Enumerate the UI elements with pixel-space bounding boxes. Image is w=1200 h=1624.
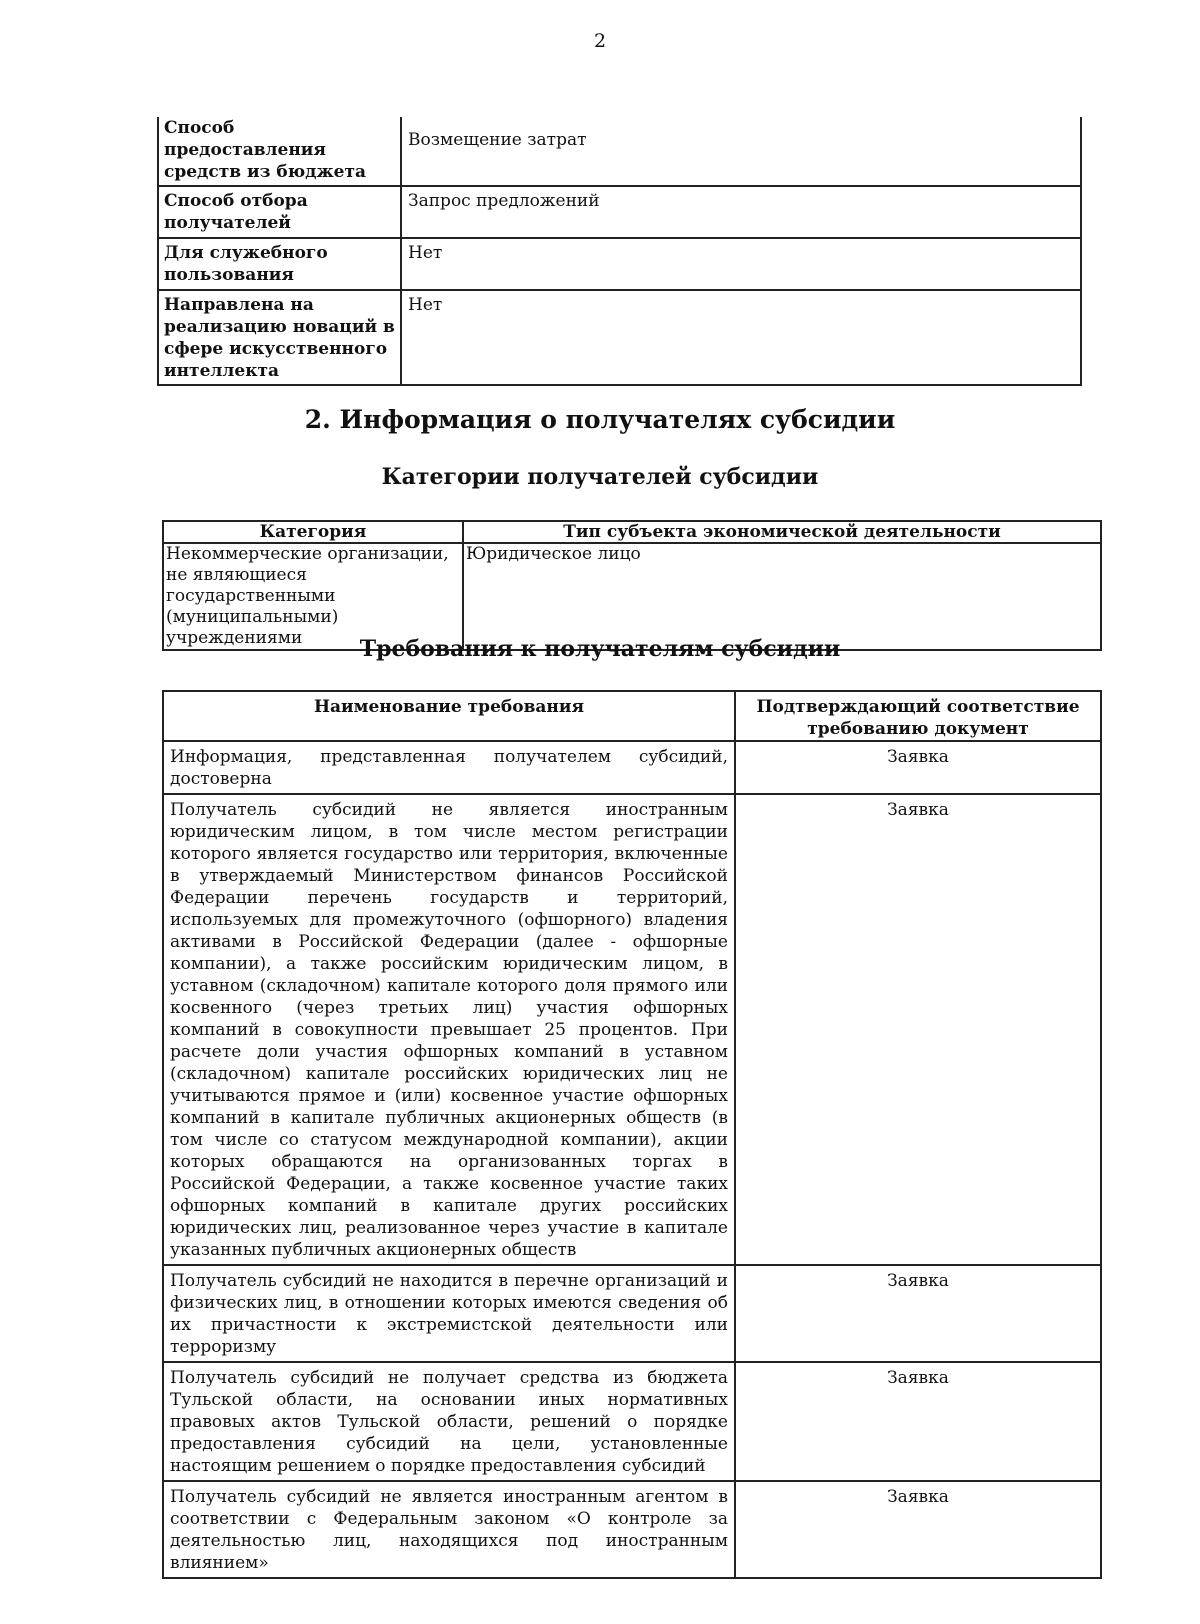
page-number: 2 [593, 30, 607, 52]
requirement-text: Получатель субсидий не находится в перечне организаций и физических лиц, в отношении которых имеются сведения об их причастности к экстремистской деятельности или терроризму [163, 1265, 735, 1362]
table-row [163, 1265, 1101, 1362]
table-row [163, 794, 1101, 1265]
requirements-heading: Требования к получателям субсидии [359, 636, 841, 662]
table-row [163, 543, 1101, 650]
requirement-text: Получатель субсидий не является иностранным агентом в соответствии с Федеральным законом «О контроле за деятельностью лиц, находящихся под иностранным влиянием» [163, 1481, 735, 1578]
column-header: Категория [163, 521, 463, 543]
row-label: Способ предоставления средств из бюджета [158, 117, 401, 186]
row-label: Для служебного пользования [158, 238, 401, 290]
categories-heading: Категории получателей субсидии [381, 464, 819, 490]
table-header-row [163, 521, 1101, 543]
table-row [158, 186, 1081, 238]
document-text: Заявка [735, 741, 1101, 794]
requirement-text: Получатель субсидий не является иностранным юридическим лицом, в том числе местом регистрации которого является государство или территория, включенные в утверждаемый Министерством финансов Российской Федерации перечень государств и территорий, используемых для промежуточного (офшорного) владения активами в Российской Федерации (далее - офшорные компании), а также российским юридическим лицом, в уставном (складочном) капитале которого доля прямого или косвенного (через третьих лиц) участия офшорных компаний в совокупности превышает 25 процентов. При расчете доли участия офшорных компаний в уставном (складочном) капитале российских юридических лиц не учитываются прямое и (или) косвенное участие офшорных компаний в капитале публичных акционерных обществ (в том числе со статусом международной компании), акции которых обращаются на организованных торгах в Российской Федерации, а также косвенное участие таких офшорных компаний в капитале других российских юридических лиц, реализованное через участие в капитале указанных публичных акционерных обществ [163, 794, 735, 1265]
table-cell: Юридическое лицо [463, 543, 1101, 650]
document-text: Заявка [735, 1265, 1101, 1362]
table-row [163, 1362, 1101, 1481]
table-cell: Некоммерческие организации, не являющиеся государственными (муниципальными) учреждениями [163, 543, 463, 650]
table-header-row [163, 691, 1101, 741]
row-value: Возмещение затрат [401, 117, 1081, 186]
requirement-text: Получатель субсидий не получает средства из бюджета Тульской области, на основании иных нормативных правовых актов Тульской области, решений о порядке предоставления субсидий на цели, установленные настоящим решением о порядке предоставления субсидий [163, 1362, 735, 1481]
document-text: Заявка [735, 1362, 1101, 1481]
row-label: Направлена на реализацию новаций в сфере искусственного интеллекта [158, 290, 401, 385]
column-header: Тип субъекта экономической деятельности [463, 521, 1101, 543]
column-header: Наименование требования [163, 691, 735, 741]
passport-table [157, 117, 1082, 386]
document-text: Заявка [735, 794, 1101, 1265]
row-value: Нет [401, 238, 1081, 290]
table-row [158, 117, 1081, 186]
requirement-text: Информация, представленная получателем субсидий, достоверна [163, 741, 735, 794]
table-row [163, 741, 1101, 794]
requirements-table [162, 690, 1102, 1579]
table-row [158, 238, 1081, 290]
categories-table [162, 520, 1102, 651]
row-value: Запрос предложений [401, 186, 1081, 238]
row-value: Нет [401, 290, 1081, 385]
table-row [158, 290, 1081, 385]
table-row [163, 1481, 1101, 1578]
column-header: Подтверждающий соответствие требованию документ [735, 691, 1101, 741]
row-label: Способ отбора получателей [158, 186, 401, 238]
document-text: Заявка [735, 1481, 1101, 1578]
section-heading: 2. Информация о получателях субсидии [304, 405, 896, 434]
